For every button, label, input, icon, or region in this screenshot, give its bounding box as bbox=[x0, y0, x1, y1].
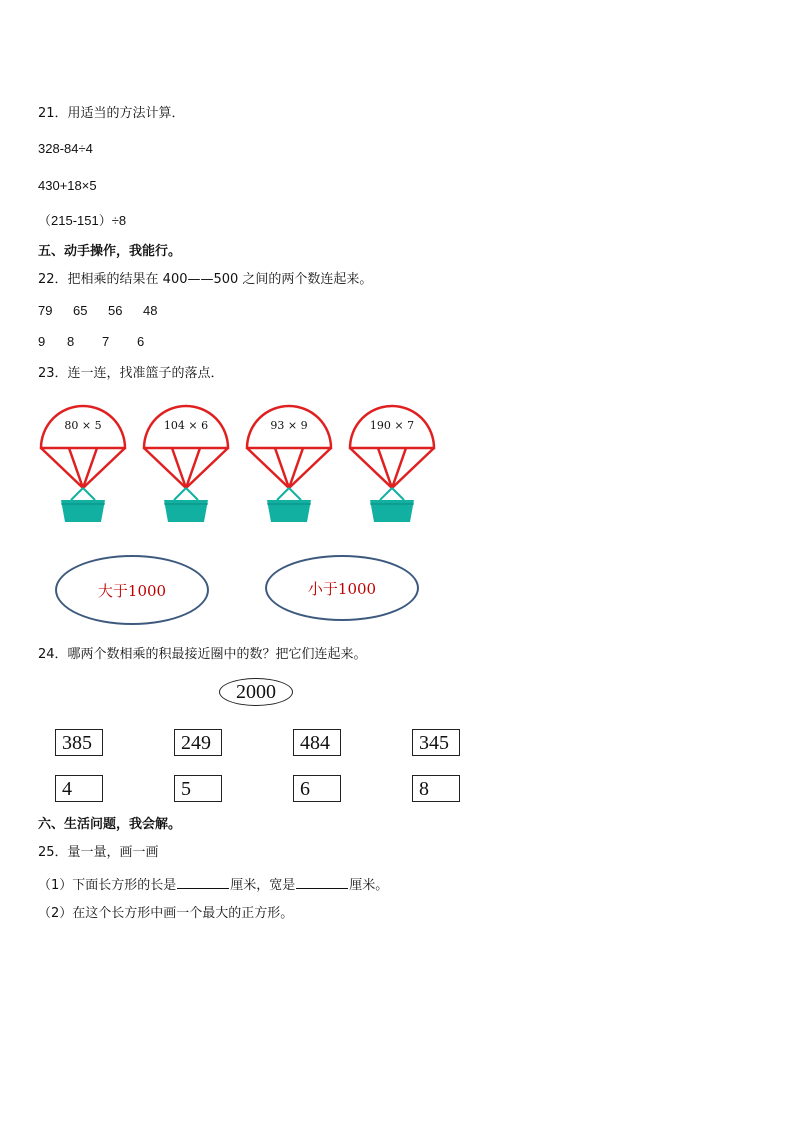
ellipse-less-than-1000 bbox=[265, 555, 419, 621]
number-box-top: 249 bbox=[174, 729, 222, 756]
q21-title: 21．用适当的方法计算． bbox=[38, 106, 185, 121]
parachute-expression: 80 × 5 bbox=[64, 419, 102, 432]
length-answer-blank[interactable] bbox=[177, 876, 229, 889]
q22-number: 48 bbox=[143, 303, 158, 318]
section-5-heading: 五、动手操作，我能行。 bbox=[38, 244, 182, 259]
q25-part-1-text-c: 厘米。 bbox=[349, 878, 389, 893]
ellipse-label: 小于1000 bbox=[307, 579, 377, 598]
q21-expression-3: （215-151）÷8 bbox=[38, 213, 127, 228]
width-answer-blank[interactable] bbox=[296, 876, 348, 889]
q25-title: 25．量一量，画一画 bbox=[38, 845, 159, 860]
q22-number: 79 bbox=[38, 303, 53, 318]
target-number-circle bbox=[219, 678, 293, 706]
q24-title: 24．哪两个数相乘的积最接近圈中的数？把它们连起来。 bbox=[38, 647, 367, 662]
parachute-basket bbox=[244, 402, 334, 526]
target-number: 2000 bbox=[236, 680, 276, 703]
number-box-bottom: 5 bbox=[174, 775, 222, 802]
q25-part-1-text-a: （1）下面长方形的长是 bbox=[38, 878, 177, 893]
number-box-bottom: 6 bbox=[293, 775, 341, 802]
parachute-expression: 190 × 7 bbox=[369, 419, 415, 432]
q22-number: 9 bbox=[38, 334, 46, 349]
number-box-top: 345 bbox=[412, 729, 460, 756]
q21-expression-1: 328-84÷4 bbox=[38, 141, 93, 156]
q25-part-2: （2）在这个长方形中画一个最大的正方形。 bbox=[38, 906, 294, 921]
parachute-basket bbox=[38, 402, 128, 526]
parachute-expression: 104 × 6 bbox=[163, 419, 209, 432]
q22-number: 7 bbox=[102, 334, 110, 349]
number-box-top: 385 bbox=[55, 729, 103, 756]
q22-title: 22．把相乘的结果在 400——500 之间的两个数连起来。 bbox=[38, 272, 373, 287]
q25-part-1 bbox=[38, 876, 388, 894]
ellipse-greater-than-1000 bbox=[55, 555, 209, 625]
q25-part-1-text-b: 厘米，宽是 bbox=[230, 878, 296, 893]
parachute-expression: 93 × 9 bbox=[270, 419, 308, 432]
number-box-top: 484 bbox=[293, 729, 341, 756]
number-box-bottom: 4 bbox=[55, 775, 103, 802]
q22-number: 65 bbox=[73, 303, 88, 318]
q22-number: 8 bbox=[67, 334, 75, 349]
parachute-basket bbox=[347, 402, 437, 526]
number-box-bottom: 8 bbox=[412, 775, 460, 802]
q22-number: 56 bbox=[108, 303, 123, 318]
parachute-basket bbox=[141, 402, 231, 526]
q22-number: 6 bbox=[137, 334, 145, 349]
ellipse-label: 大于1000 bbox=[97, 581, 167, 600]
q21-expression-2: 430+18×5 bbox=[38, 178, 97, 193]
q23-title: 23．连一连，找准篮子的落点． bbox=[38, 366, 224, 381]
section-6-heading: 六、生活问题，我会解。 bbox=[38, 817, 182, 832]
